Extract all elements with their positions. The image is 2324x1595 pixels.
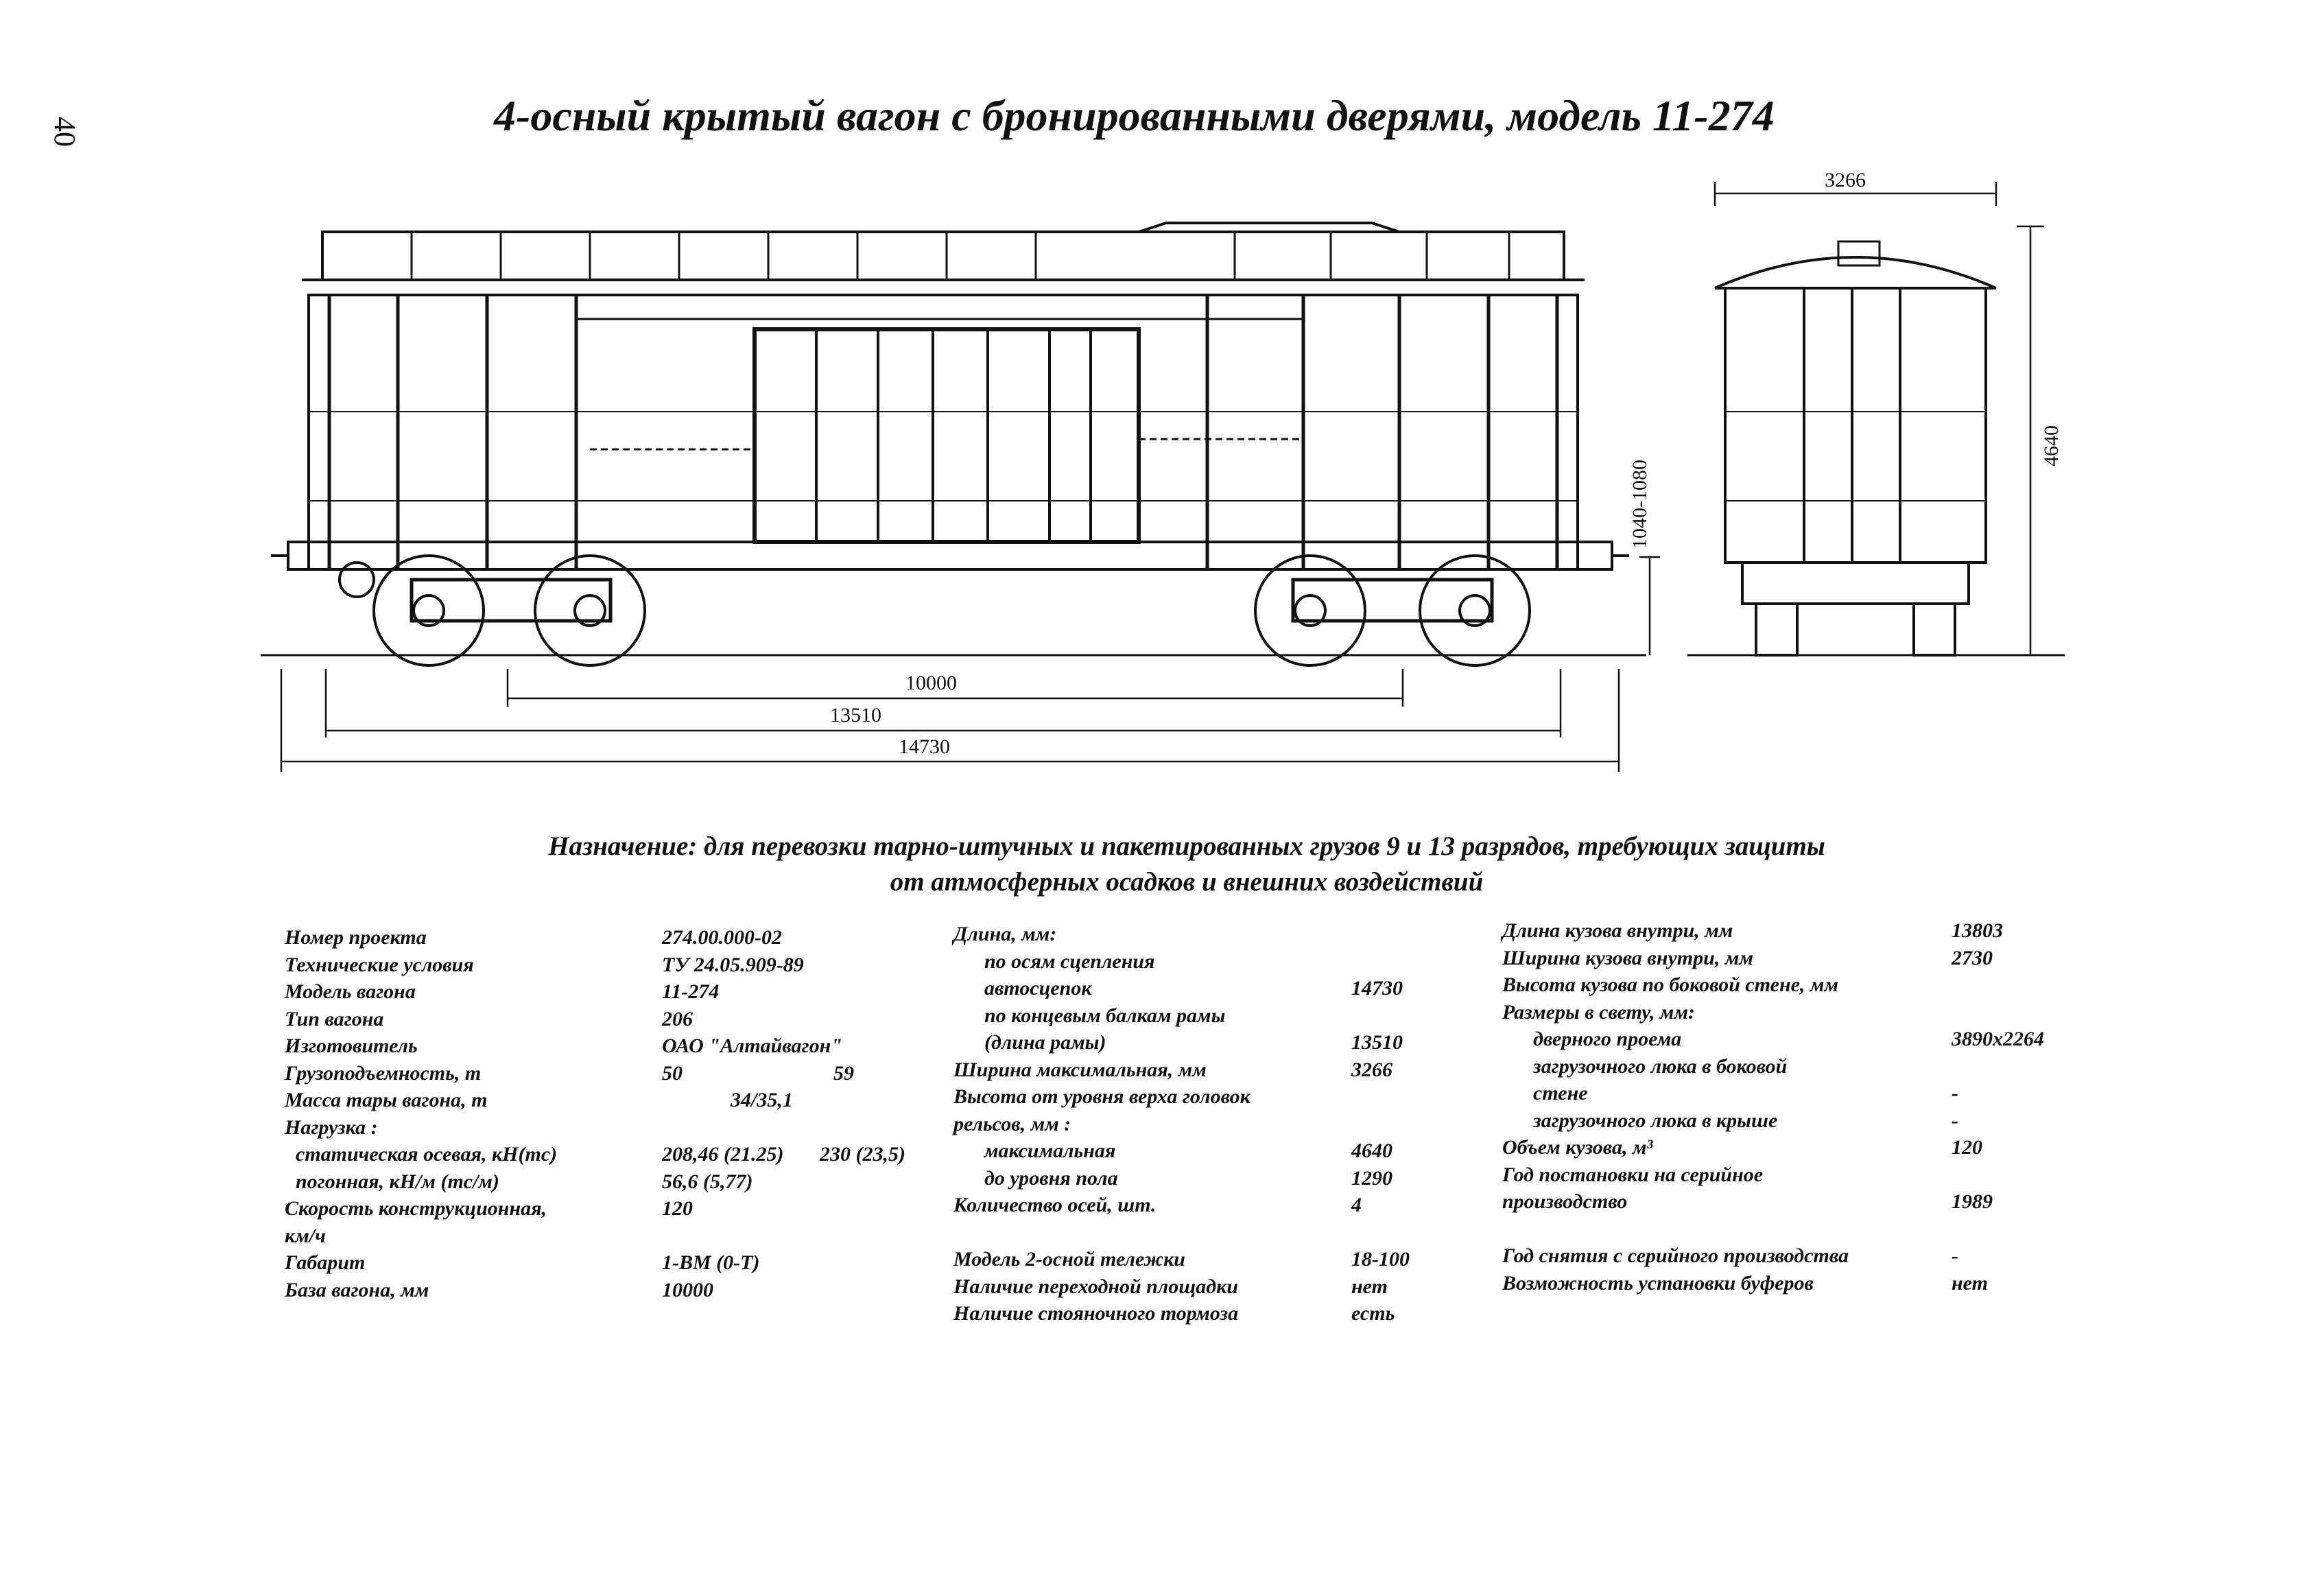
spec-row xyxy=(1502,947,2120,974)
spec-row xyxy=(953,977,1461,1004)
purpose-line-1: Назначение: для перевозки тарно-штучных и пакетированных грузов 9 и 13 разрядов, требующих защиты xyxy=(548,831,1825,861)
spec-row xyxy=(1502,1190,2120,1218)
armored-door xyxy=(755,329,1139,542)
spec-label: Год постановки на серийное xyxy=(1502,1163,1764,1186)
spec-value: 3890x2264 xyxy=(1952,1028,2044,1050)
spec-value: 208,46 (21.25) xyxy=(662,1143,784,1166)
spec-row xyxy=(285,1035,936,1062)
roof xyxy=(322,232,1564,280)
spec-value: нет xyxy=(1351,1275,1388,1298)
spec-row xyxy=(285,980,936,1008)
spec-value: 13803 xyxy=(1952,919,2003,942)
spec-label: по осям сцепления xyxy=(953,949,1155,973)
spec-label: Изготовитель xyxy=(285,1035,418,1057)
spec-row xyxy=(953,1085,1461,1113)
spec-label: Масса тары вагона, т xyxy=(285,1089,488,1111)
spec-value: 4640 xyxy=(1351,1139,1392,1162)
spec-label: Высота кузова по боковой стене, мм xyxy=(1502,973,1839,996)
spec-label: статическая осевая, кН(тс) xyxy=(296,1143,558,1166)
spec-row xyxy=(953,1194,1461,1221)
spec-row xyxy=(953,1139,1461,1167)
spec-column-2 xyxy=(953,923,1461,1330)
spec-row xyxy=(1502,919,2120,947)
spec-row xyxy=(285,1116,936,1144)
spec-value: 1290 xyxy=(1351,1166,1392,1190)
spec-label: Длина, мм: xyxy=(953,923,1057,945)
spec-row xyxy=(953,1248,1461,1275)
spec-row xyxy=(1502,1272,2120,1299)
spec-label: Габарит xyxy=(285,1251,366,1274)
spec-value: ТУ 24.05.909-89 xyxy=(662,953,804,976)
bogie-right xyxy=(1255,556,1530,665)
spec-row xyxy=(953,923,1461,950)
spec-label: Тип вагона xyxy=(285,1007,384,1030)
car-body xyxy=(309,295,1578,569)
spec-row xyxy=(285,1251,936,1279)
spec-value: 120 xyxy=(662,1197,693,1220)
page-title: 4-осный крытый вагон с бронированными дверями, модель 11-274 xyxy=(494,91,1775,140)
spec-label: Нагрузка : xyxy=(285,1115,378,1139)
spec-row xyxy=(285,1089,936,1116)
spec-label: до уровня пола xyxy=(953,1166,1118,1190)
spec-row xyxy=(953,1221,1461,1249)
spec-value: 18-100 xyxy=(1351,1248,1410,1271)
spec-label: Размеры в свету, мм: xyxy=(1502,1000,1696,1024)
dim-10000: 10000 xyxy=(905,672,957,694)
spec-row xyxy=(1502,1082,2120,1109)
spec-value: - xyxy=(1952,1082,1958,1104)
spec-value: 2730 xyxy=(1952,946,1993,969)
spec-column-3 xyxy=(1502,919,2120,1299)
spec-label: максимальная xyxy=(953,1139,1116,1162)
page-number: 40 xyxy=(48,117,82,147)
spec-label: Наличие переходной площадки xyxy=(953,1275,1239,1298)
spec-row xyxy=(285,1225,936,1252)
spec-row xyxy=(953,1275,1461,1303)
spec-row xyxy=(1502,1163,2120,1191)
spec-value-2: 34/35,1 xyxy=(731,1089,793,1111)
spec-label: Технические условия xyxy=(285,953,474,976)
spec-label: Ширина максимальная, мм xyxy=(953,1058,1207,1081)
dimension-lines xyxy=(281,182,2044,772)
spec-row xyxy=(285,1143,936,1170)
spec-value: - xyxy=(1952,1109,1958,1132)
spec-value: 10000 xyxy=(662,1278,713,1301)
spec-value-2: 59 xyxy=(833,1061,854,1085)
spec-label: Скорость конструкционная, xyxy=(285,1197,547,1220)
spec-label: автосцепок xyxy=(953,977,1092,1000)
spec-row xyxy=(285,926,936,954)
spec-row xyxy=(953,1059,1461,1086)
spec-row xyxy=(953,1031,1461,1059)
spec-value: 120 xyxy=(1952,1136,1982,1159)
spec-label: Наличие стояночного тормоза xyxy=(953,1302,1239,1325)
spec-value: ОАО "Алтайвагон" xyxy=(662,1035,842,1057)
spec-label: Высота от уровня верха головок xyxy=(953,1085,1250,1108)
spec-value: нет xyxy=(1952,1271,1988,1295)
spec-value: 14730 xyxy=(1351,977,1403,1000)
spec-label: загрузочного люка в крыше xyxy=(1502,1109,1778,1132)
spec-value: есть xyxy=(1351,1302,1395,1325)
spec-label: Длина кузова внутри, мм xyxy=(1502,919,1733,942)
spec-row xyxy=(285,954,936,981)
spec-value: 50 xyxy=(662,1061,683,1085)
spec-label: База вагона, мм xyxy=(285,1278,429,1301)
spec-row xyxy=(285,1170,936,1198)
spec-row xyxy=(1502,1136,2120,1163)
spec-label: Возможность установки буферов xyxy=(1502,1271,1814,1295)
spec-row xyxy=(1502,1109,2120,1137)
spec-row xyxy=(285,1279,936,1306)
spec-label: стене xyxy=(1502,1082,1588,1104)
spec-label: по концевым балкам рамы xyxy=(953,1004,1226,1027)
spec-label: (длина рамы) xyxy=(953,1031,1106,1054)
end-view xyxy=(1687,241,2065,655)
spec-label: Модель вагона xyxy=(285,980,416,1003)
spec-value: - xyxy=(1952,1244,1958,1267)
spec-row xyxy=(953,1302,1461,1330)
spec-row xyxy=(953,1113,1461,1140)
spec-value: 206 xyxy=(662,1007,693,1030)
spec-value: 4 xyxy=(1351,1194,1362,1216)
spec-row xyxy=(1502,1218,2120,1245)
purpose-statement xyxy=(480,829,1893,900)
spec-value: 274.00.000-02 xyxy=(662,926,782,949)
spec-label: Ширина кузова внутри, мм xyxy=(1502,946,1753,969)
spec-label: Количество осей, шт. xyxy=(953,1194,1157,1216)
dim-4640: 4640 xyxy=(2040,425,2063,466)
purpose-line-2: от атмосферных осадков и внешних воздействий xyxy=(890,867,1484,897)
bogie-left xyxy=(340,556,645,665)
spec-row xyxy=(1502,973,2120,1001)
spec-row xyxy=(953,1167,1461,1194)
spec-label: Год снятия с серийного производства xyxy=(1502,1244,1849,1267)
spec-row xyxy=(1502,1055,2120,1083)
side-view xyxy=(261,223,1646,665)
spec-value: 1-ВМ (0-Т) xyxy=(662,1251,760,1274)
spec-row xyxy=(285,1197,936,1225)
spec-label: Номер проекта xyxy=(285,926,427,949)
spec-label: дверного проема xyxy=(1502,1028,1682,1050)
spec-row xyxy=(1502,1028,2120,1055)
spec-row xyxy=(953,1004,1461,1032)
spec-value-2: 230 (23,5) xyxy=(820,1143,905,1166)
spec-label: погонная, кН/м (тс/м) xyxy=(296,1170,499,1193)
dim-13510: 13510 xyxy=(830,704,881,726)
dim-1040-1080: 1040-1080 xyxy=(1628,460,1651,549)
spec-value: 3266 xyxy=(1351,1058,1392,1081)
spec-row xyxy=(285,1062,936,1089)
spec-value: 56,6 (5,77) xyxy=(662,1170,753,1193)
spec-row xyxy=(1502,1001,2120,1028)
spec-label: км/ч xyxy=(285,1224,326,1247)
spec-value: 1989 xyxy=(1952,1190,1993,1213)
spec-value: 13510 xyxy=(1351,1031,1403,1054)
spec-label: загрузочного люка в боковой xyxy=(1502,1054,1788,1078)
dim-3266: 3266 xyxy=(1825,169,1866,191)
spec-row xyxy=(1502,1244,2120,1272)
spec-label: рельсов, мм : xyxy=(953,1112,1071,1135)
spec-row xyxy=(953,950,1461,978)
spec-label: Объем кузова, м³ xyxy=(1502,1136,1653,1159)
spec-label: Модель 2-осной тележки xyxy=(953,1248,1185,1271)
spec-label: Грузоподъемность, т xyxy=(285,1061,482,1085)
spec-column-1 xyxy=(285,926,936,1305)
spec-row xyxy=(285,1008,936,1035)
spec-label: производство xyxy=(1502,1190,1628,1213)
spec-value: 11-274 xyxy=(662,980,720,1003)
dim-14730: 14730 xyxy=(899,735,950,758)
